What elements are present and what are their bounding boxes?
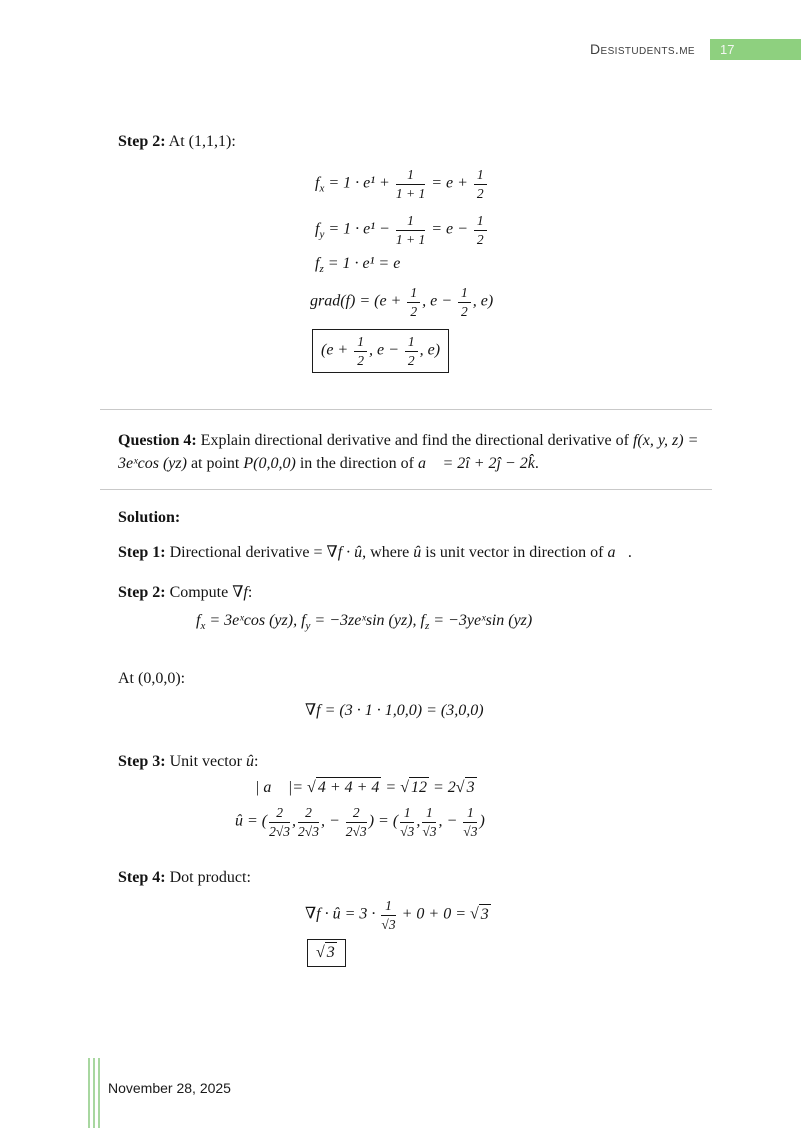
step-label: Step 2: xyxy=(118,133,166,150)
fraction: $\frac{1}{2}$ xyxy=(405,285,422,319)
fraction: $\frac{1}{2}$ xyxy=(403,334,420,368)
fraction: $\frac{1}{√3}$ xyxy=(422,805,437,839)
step-1: Step 1: Directional derivative = ∇f · û, where û is unit vector in direction of a⃗. xyxy=(118,544,632,562)
fraction: $\frac{1}{1 + 1}$ xyxy=(395,167,426,201)
page-number-badge xyxy=(710,39,801,60)
sqrt-icon: √ xyxy=(455,779,465,797)
answer-box: √ 3 xyxy=(307,939,346,967)
section-divider xyxy=(100,409,712,410)
fraction: $\frac{1}{2}$ xyxy=(456,285,473,319)
inline-math: û xyxy=(413,544,422,562)
step-2-heading-prev xyxy=(100,130,712,153)
inline-math: û xyxy=(245,753,254,771)
fraction: $\frac{2}{2√3}$ xyxy=(345,805,367,839)
fraction: $\frac{1}{2}$ xyxy=(472,167,489,201)
equation-grad-f: grad(f) = (e + $\frac{1}{2}$ , e − $\frac{1}{2}$ , e) xyxy=(310,285,494,319)
sqrt-icon: √ xyxy=(316,944,325,962)
equation-partials: $f_x$ = 3eˣcos (yz), $f_y$ = −3zeˣsin (yz), $f_z$ = −3yeˣsin (yz) xyxy=(196,612,533,633)
inline-math-function: f(x, y, z) = 3eˣcos (yz) xyxy=(118,432,699,473)
step-2: Step 2: Compute ∇f: xyxy=(118,584,253,602)
sqrt-icon: √ xyxy=(400,779,409,797)
equation-dot-product: ∇f · û = 3 · $\frac{1}{√3}$ + 0 + 0 = √ 3 xyxy=(305,898,489,932)
sqrt-icon: √ xyxy=(307,779,316,797)
step-label: Step 2: xyxy=(118,584,166,602)
equation-magnitude: | a⃗ |= √ 4 + 4 + 4 = √ 12 = 2√ 3 xyxy=(255,779,475,797)
vertical-line xyxy=(93,1058,95,1128)
section-divider xyxy=(100,489,712,490)
footer-date: November 28, 2025 xyxy=(108,1080,231,1096)
fraction: $\frac{1}{2}$ xyxy=(352,334,369,368)
site-name: Desistudents.me xyxy=(589,41,695,57)
equation-fx: $f_x = 1 \cdot e^1$ + $\frac{1}{1 + 1}$ = e + $\frac{1}{2}$ xyxy=(315,167,712,201)
at-point-text: At (0,0,0): xyxy=(118,670,186,688)
boxed-answer-final xyxy=(307,939,712,967)
equation-gradient-value: ∇f = (3 · 1 · 1,0,0) = (3,0,0) xyxy=(305,702,484,720)
footer-accent-lines xyxy=(88,1058,100,1128)
equation-unit-vector: û = ( $\frac{2}{2√3}$ , $\frac{2}{2√3}$ , − $\frac{2}{2√3}$ ) = ( $\frac{1}{√3}$ , $\frac{1}{√3}$ , − $\frac{1}{√3}$ ) xyxy=(235,805,485,839)
vertical-line xyxy=(88,1058,90,1128)
answer-box: (e + $\frac{1}{2}$ , e − $\frac{1}{2}$ , e) xyxy=(312,329,449,373)
fraction: $\frac{1}{1 + 1}$ xyxy=(395,213,426,247)
equation-fy: $f_y = 1 \cdot e^1$ − $\frac{1}{1 + 1}$ = e − $\frac{1}{2}$ xyxy=(315,213,712,247)
step-label: Step 1: xyxy=(118,544,166,562)
sqrt-icon: √ xyxy=(469,905,479,923)
question-label: Question 4: xyxy=(118,432,197,450)
step-4: Step 4: Dot product: xyxy=(118,869,251,887)
step-label: Step 4: xyxy=(118,869,166,887)
equation-fz: $f_z = 1 \cdot e^1 = e$ xyxy=(315,255,401,276)
document-body xyxy=(100,0,712,967)
step-text: At (1,1,1): xyxy=(165,133,236,150)
fraction: $\frac{1}{2}$ xyxy=(472,213,489,247)
question-4: Question 4: Explain directional derivative and find the directional derivative of f(x, y, z) = 3eˣcos (yz) at point P(0,0,0) in the direction of a⃗ = 2î + 2ĵ − 2k̂. xyxy=(118,432,699,473)
boxed-answer-gradient xyxy=(312,329,712,373)
fraction: $\frac{2}{2√3}$ xyxy=(269,805,291,839)
vertical-line xyxy=(98,1058,100,1128)
inline-math-vector: a⃗ = 2î + 2ĵ − 2k̂ xyxy=(418,455,535,473)
fraction: $\frac{2}{2√3}$ xyxy=(298,805,319,839)
step-label: Step 3: xyxy=(118,753,166,771)
fraction: $\frac{1}{√3}$ xyxy=(400,805,415,839)
inline-math: a⃗ xyxy=(607,544,628,562)
page-number: 17 xyxy=(720,42,735,57)
fraction: $\frac{1}{√3}$ xyxy=(463,805,478,839)
inline-math: ∇f xyxy=(232,584,248,602)
step-3: Step 3: Unit vector û: xyxy=(118,753,259,771)
fraction: $\frac{1}{√3}$ xyxy=(381,898,396,932)
inline-math: ∇f · û xyxy=(326,544,363,562)
inline-math-point: P(0,0,0) xyxy=(243,455,296,473)
solution-heading: Solution: xyxy=(118,509,181,527)
